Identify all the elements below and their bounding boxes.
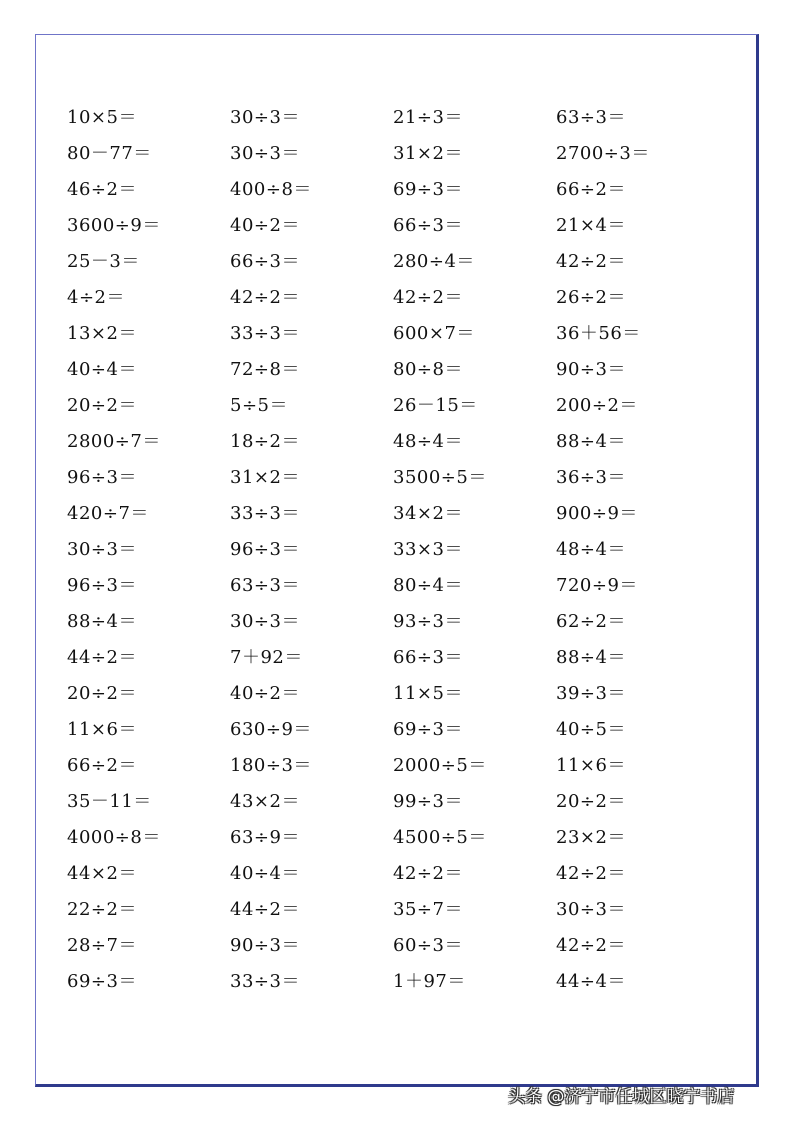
math-problem: 46÷2＝ [67,179,137,200]
math-problem: 69÷3＝ [67,971,137,992]
math-problem: 5÷5＝ [230,395,288,416]
math-problem: 63÷3＝ [230,575,300,596]
math-problem: 4500÷5＝ [393,827,487,848]
math-problem: 40÷2＝ [230,683,300,704]
math-problem: 2700÷3＝ [556,143,650,164]
math-problem: 80÷4＝ [393,575,463,596]
math-problem: 20÷2＝ [556,791,626,812]
math-problem: 90÷3＝ [556,359,626,380]
math-problem: 25－3＝ [67,251,140,272]
math-problem: 66÷3＝ [230,251,300,272]
math-problem: 63÷9＝ [230,827,300,848]
math-problem: 40÷5＝ [556,719,626,740]
math-problem: 20÷2＝ [67,683,137,704]
math-problem: 40÷2＝ [230,215,300,236]
math-problem: 62÷2＝ [556,611,626,632]
math-problem: 96÷3＝ [67,575,137,596]
math-problem: 30÷3＝ [556,899,626,920]
math-problem: 200÷2＝ [556,395,638,416]
math-problem: 11×6＝ [556,755,626,776]
math-problem: 1＋97＝ [393,971,466,992]
math-problem: 88÷4＝ [556,647,626,668]
math-problem: 48÷4＝ [556,539,626,560]
math-problem: 36÷3＝ [556,467,626,488]
math-problem: 2000÷5＝ [393,755,487,776]
math-problem: 4÷2＝ [67,287,125,308]
math-problem: 44÷2＝ [230,899,300,920]
math-problem: 20÷2＝ [67,395,137,416]
math-problem: 22÷2＝ [67,899,137,920]
math-problem: 69÷3＝ [393,719,463,740]
math-problem: 96÷3＝ [230,539,300,560]
math-problem: 630÷9＝ [230,719,312,740]
math-problem: 3600÷9＝ [67,215,161,236]
math-problem: 4000÷8＝ [67,827,161,848]
math-problem: 420÷7＝ [67,503,149,524]
math-problem: 11×5＝ [393,683,463,704]
math-problem: 600×7＝ [393,323,475,344]
math-problem: 30÷3＝ [67,539,137,560]
math-problem: 99÷3＝ [393,791,463,812]
math-problem: 42÷2＝ [556,935,626,956]
math-problem: 44÷4＝ [556,971,626,992]
math-problem: 3500÷5＝ [393,467,487,488]
math-problem: 2800÷7＝ [67,431,161,452]
math-problem: 60÷3＝ [393,935,463,956]
math-problem: 42÷2＝ [393,287,463,308]
math-problem: 30÷3＝ [230,611,300,632]
arithmetic-problems-grid [67,100,727,1000]
math-problem: 90÷3＝ [230,935,300,956]
math-problem: 280÷4＝ [393,251,475,272]
math-problem: 66÷3＝ [393,647,463,668]
math-problem: 42÷2＝ [556,863,626,884]
math-problem: 66÷2＝ [556,179,626,200]
math-problem: 33×3＝ [393,539,463,560]
math-problem: 13×2＝ [67,323,137,344]
math-problem: 42÷2＝ [230,287,300,308]
math-problem: 21×4＝ [556,215,626,236]
math-problem: 88÷4＝ [556,431,626,452]
math-problem: 35－11＝ [67,791,152,812]
math-problem: 80÷8＝ [393,359,463,380]
math-problem: 33÷3＝ [230,971,300,992]
math-problem: 69÷3＝ [393,179,463,200]
math-problem: 30÷3＝ [230,143,300,164]
math-problem: 23×2＝ [556,827,626,848]
math-problem: 88÷4＝ [67,611,137,632]
math-problem: 33÷3＝ [230,323,300,344]
math-problem: 900÷9＝ [556,503,638,524]
math-problem: 63÷3＝ [556,107,626,128]
math-problem: 26－15＝ [393,395,478,416]
watermark-text: 头条 @济宁市任城区晓宁书店 [508,1087,735,1107]
math-problem: 72÷8＝ [230,359,300,380]
math-problem: 31×2＝ [393,143,463,164]
math-problem: 180÷3＝ [230,755,312,776]
math-problem: 18÷2＝ [230,431,300,452]
math-problem: 93÷3＝ [393,611,463,632]
math-problem: 39÷3＝ [556,683,626,704]
math-problem: 40÷4＝ [230,863,300,884]
math-problem: 26÷2＝ [556,287,626,308]
math-problem: 48÷4＝ [393,431,463,452]
math-problem: 36＋56＝ [556,323,641,344]
math-problem: 42÷2＝ [393,863,463,884]
math-problem: 66÷3＝ [393,215,463,236]
math-problem: 28÷7＝ [67,935,137,956]
math-problem: 30÷3＝ [230,107,300,128]
math-problem: 7＋92＝ [230,647,303,668]
math-problem: 33÷3＝ [230,503,300,524]
math-problem: 44×2＝ [67,863,137,884]
math-problem: 43×2＝ [230,791,300,812]
math-problem: 40÷4＝ [67,359,137,380]
math-problem: 96÷3＝ [67,467,137,488]
math-problem: 34×2＝ [393,503,463,524]
math-problem: 21÷3＝ [393,107,463,128]
math-problem: 11×6＝ [67,719,137,740]
math-problem: 31×2＝ [230,467,300,488]
math-problem: 80－77＝ [67,143,152,164]
math-problem: 42÷2＝ [556,251,626,272]
math-problem: 44÷2＝ [67,647,137,668]
math-problem: 720÷9＝ [556,575,638,596]
math-problem: 400÷8＝ [230,179,312,200]
math-problem: 66÷2＝ [67,755,137,776]
math-problem: 35÷7＝ [393,899,463,920]
math-problem: 10×5＝ [67,107,137,128]
